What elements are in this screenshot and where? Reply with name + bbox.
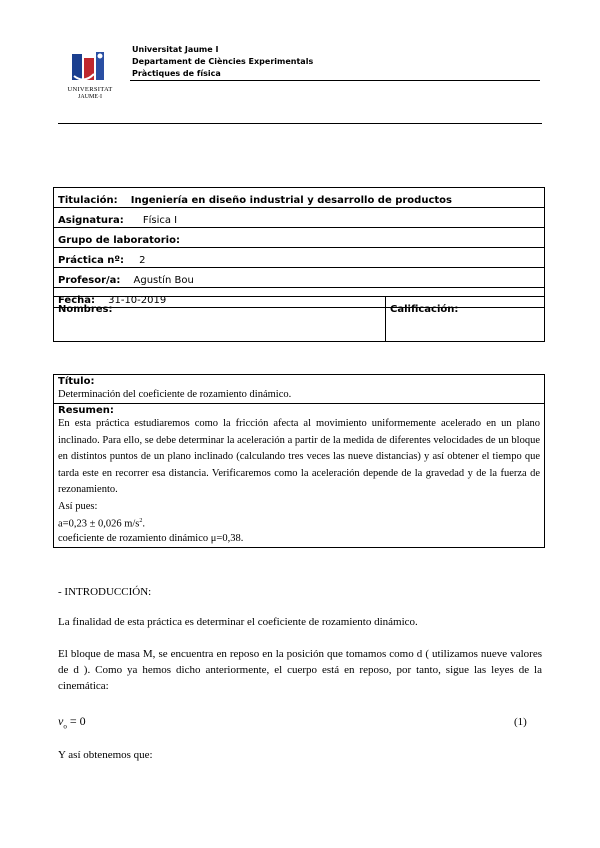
resumen-text: En esta práctica estudiaremos como la fricción afecta al movimiento uniformemente acelerado en un plano inclinado. Para ello, se debe determinar la aceleración a partir de la medida de diferentes velocidades de un bloque en distintos puntos de un plano inclinado (calculando tres veces las nueve distancias) y así obtener el tiempo que tarda este en recorrer esa distancia. Verificaremos como la aceleración depende de la gravedad y de la fuerza de rezonamiento. — [58, 418, 540, 495]
profesor-value: Agustín Bou — [133, 275, 194, 286]
row-grupo — [54, 228, 545, 248]
titulo-value: Determinación del coeficiente de rozamiento dinámico. — [58, 389, 292, 400]
intro-heading: - INTRODUCCIÓN: — [58, 586, 152, 598]
practica-value: 2 — [139, 255, 146, 266]
titulacion-label: Titulación: — [58, 195, 118, 206]
course-info-table — [53, 187, 545, 308]
row-practica — [54, 248, 545, 268]
acceleration-unit-exponent: 2 — [139, 517, 143, 524]
equation-number: (1) — [514, 716, 527, 728]
asi-pues-text: Así pues: — [58, 500, 98, 512]
paragraph-block-description: El bloque de masa M, se encuentra en reposo en la posición que tomamos como d ( utilizamos nueve valores de d ). Como ya hemos dicho anteriormente, el cuerpo está en reposo, por tanto, sigue las leyes de la cinemática: — [58, 648, 542, 692]
fecha-value: 31-10-2019 — [108, 295, 167, 306]
header-underline — [130, 80, 540, 81]
header-separator — [58, 123, 542, 124]
acceleration-end: . — [142, 518, 146, 529]
names-grade-table — [53, 296, 545, 342]
paragraph-purpose: La finalidad de esta práctica es determinar el coeficiente de rozamiento dinámico. — [58, 616, 418, 628]
equation-subscript: o — [63, 722, 67, 731]
calificacion-cell — [386, 297, 545, 342]
header-university: Universitat Jaume I — [132, 45, 219, 54]
titulacion-value: Ingeniería en diseño industrial y desarrollo de productos — [130, 195, 452, 206]
fecha-label: Fecha: — [58, 295, 96, 306]
row-profesor — [54, 268, 545, 288]
equation-rest: = 0 — [66, 714, 86, 728]
calificacion-label: Calificación: — [390, 304, 459, 315]
university-logo — [62, 48, 118, 104]
resumen-label: Resumen: — [58, 405, 114, 416]
logo-text-line-1: UNIVERSITAT — [67, 86, 113, 93]
row-titulacion — [54, 188, 545, 208]
row-asignatura — [54, 208, 545, 228]
header-course: Pràctiques de física — [132, 69, 221, 78]
equation-1 — [58, 714, 86, 730]
profesor-label: Profesor/a: — [58, 275, 121, 286]
titulo-cell — [54, 375, 545, 404]
summary-table — [53, 374, 545, 548]
acceleration-value: a=0,23 ± 0,026 m/s — [58, 518, 140, 529]
asignatura-value: Física I — [142, 215, 178, 226]
header-department: Departament de Ciències Experimentals — [132, 57, 314, 66]
nombres-label: Nombres: — [58, 304, 113, 315]
logo-text-line-2: JAUME·I — [78, 94, 102, 100]
friction-coefficient-result: coeficiente de rozamiento dinámico μ=0,38. — [58, 533, 244, 544]
nombres-cell — [54, 297, 386, 342]
titulo-label: Título: — [58, 376, 95, 387]
asignatura-label: Asignatura: — [58, 215, 124, 226]
equation-variable: v — [58, 714, 64, 728]
acceleration-result — [58, 514, 540, 532]
paragraph-result-intro: Y así obtenemos que: — [58, 749, 153, 761]
grupo-label: Grupo de laboratorio: — [58, 235, 180, 246]
practica-label: Práctica nº: — [58, 255, 125, 266]
resumen-cell — [54, 404, 545, 548]
